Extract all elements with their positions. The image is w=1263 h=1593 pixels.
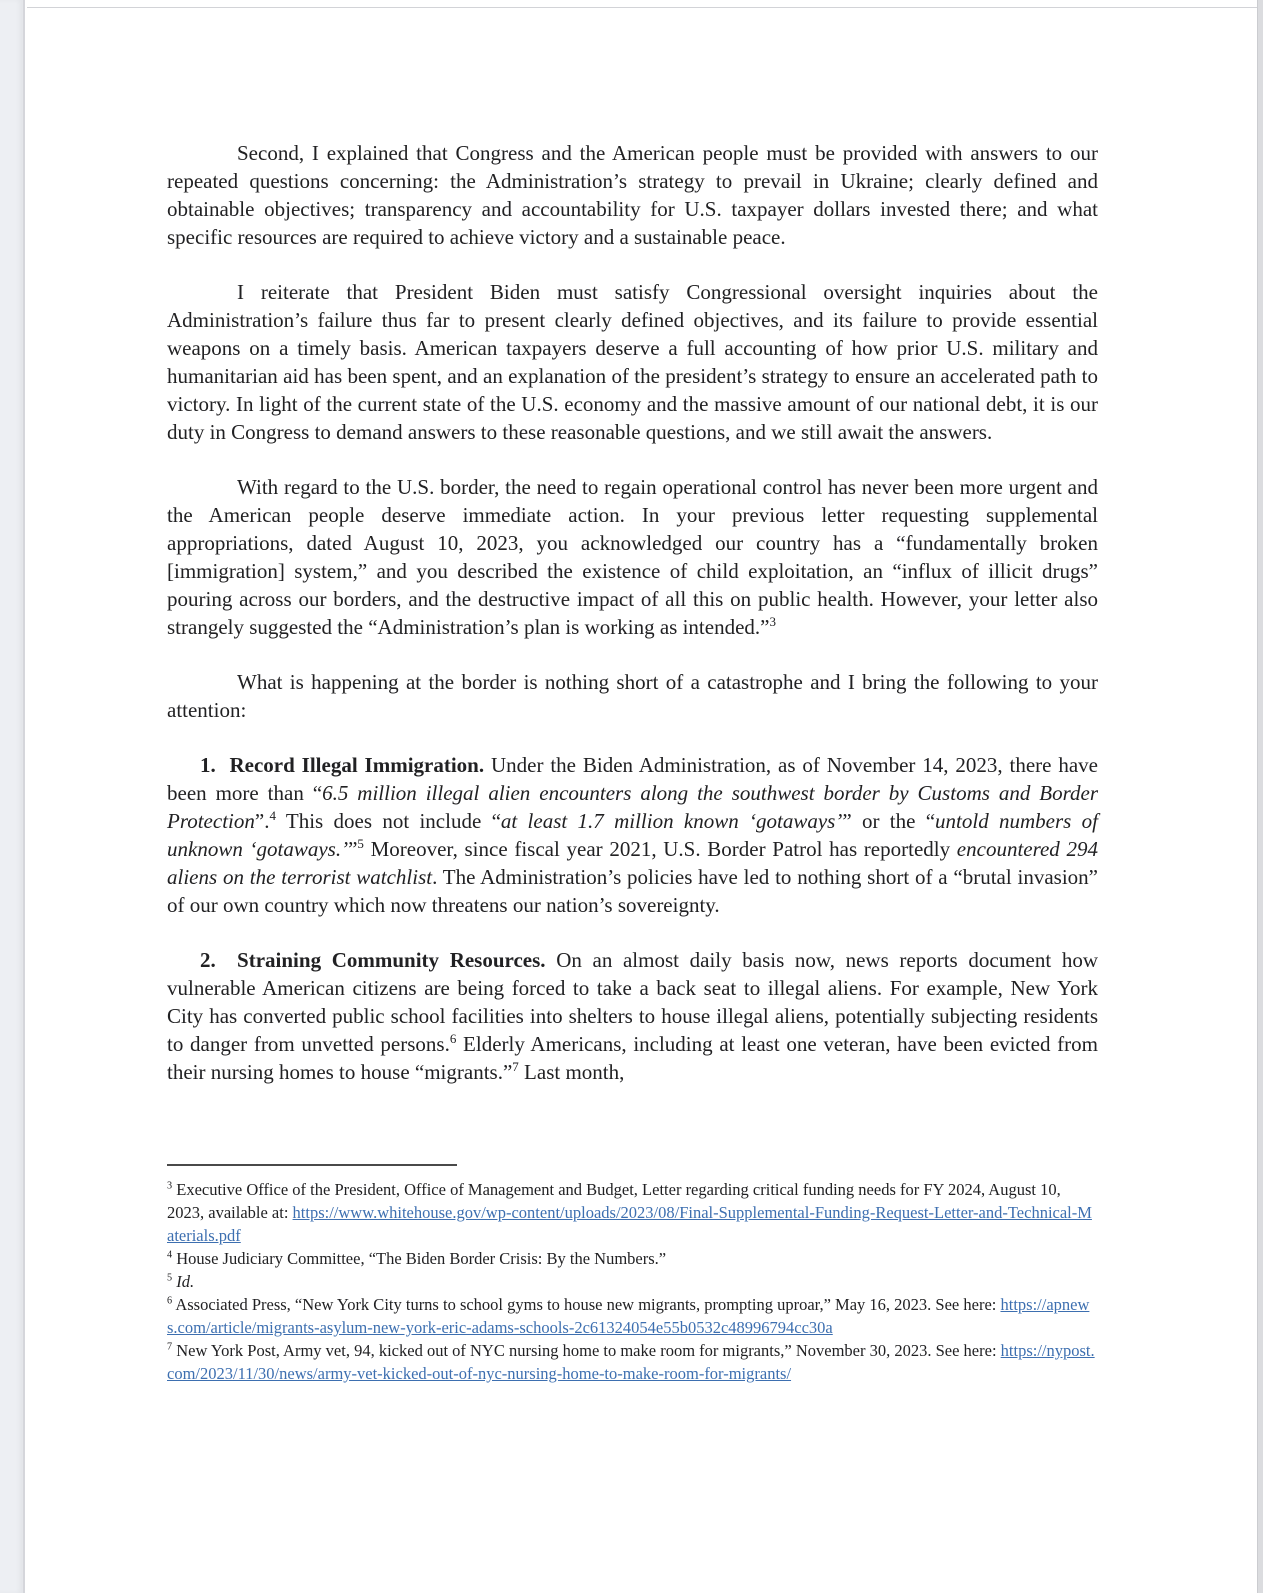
- text-run: This does not include “: [275, 809, 501, 833]
- footnote-reference: 6: [167, 1295, 173, 1307]
- paragraph: [167, 278, 1098, 446]
- text-run: House Judiciary Committee, “The Biden Border Crisis: By the Numbers.”: [172, 1249, 667, 1268]
- text-run: at least 1.7 million known ‘gotaways’: [500, 809, 843, 833]
- footnote-reference: 3: [167, 1180, 173, 1192]
- letter-page: [167, 139, 1098, 1385]
- text-run: Executive Office of the President, Office of Management and Budget, Letter regarding critical funding needs for FY 2024, August 10, 2023, available at:: [167, 1180, 1061, 1222]
- text-run: Elderly Americans, including at least one veteran, have been evicted from their nursing homes to house “migrants.”: [167, 1032, 1098, 1084]
- text-run: . The Administration’s policies have led to nothing short of a “brutal invasion” of our own country which now threatens our nation’s sovereignty.: [167, 865, 1098, 917]
- footnote: [167, 1339, 1098, 1385]
- text-run: Under the Biden Administration, as of November 14, 2023, there have been more than “: [167, 753, 1099, 805]
- footnote-separator: [167, 1164, 457, 1166]
- paragraph: [167, 668, 1098, 724]
- footnotes-list: [167, 1178, 1098, 1385]
- footnote-reference: 3: [769, 614, 776, 629]
- footnote: [167, 1247, 1098, 1270]
- text-run: With regard to the U.S. border, the need to regain operational control has never been more urgent and the American people deserve immediate action. In your previous letter requesting supplemental appropriations, dated August 10, 2023, you acknowledged our country has a “fundamentally broken [immigration] system,” and you described the existence of child exploitation, an “influx of illicit drugs” pouring across our borders, and the destructive impact of all this on public health. However, your letter also strangely suggested the “Administration’s plan is working as intended.”: [167, 475, 1098, 639]
- paragraph: [167, 473, 1098, 641]
- text-run: Id.: [176, 1272, 195, 1291]
- text-run: 2. Straining Community Resources.: [200, 948, 546, 972]
- footnote-link[interactable]: https://apnews.com/article/migrants-asylum-new-york-eric-adams-schools-2c61324054e55b0532c48996794cc30a: [167, 1295, 1090, 1337]
- footnote: [167, 1270, 1098, 1293]
- text-run: On an almost daily basis now, news reports document how vulnerable American citizens are being forced to take a back seat to illegal aliens. For example, New York City has converted public school facilities into shelters to house illegal aliens, potentially subjecting residents to danger from unvetted persons.: [167, 948, 1098, 1056]
- footnote: [167, 1293, 1098, 1339]
- text-run: Last month,: [518, 1060, 625, 1084]
- text-run: untold numbers of unknown ‘gotaways.’: [167, 809, 1098, 861]
- scan-gutter-left: [0, 0, 25, 1593]
- page-top-edge: [27, 7, 1257, 8]
- footnote-link[interactable]: https://nypost.com/2023/11/30/news/army-vet-kicked-out-of-nyc-nursing-home-to-make-room-for-migrants/: [167, 1341, 1095, 1383]
- text-run: Moreover, since fiscal year 2021, U.S. Border Patrol has reportedly: [363, 837, 957, 861]
- letter-body: [167, 139, 1098, 1086]
- text-run: Second, I explained that Congress and the American people must be provided with answers to our repeated questions concerning: the Administration’s strategy to prevail in Ukraine; clearly defined and obtainable objectives; transparency and accountability for U.S. taxpayer dollars invested there; and what specific resources are required to achieve victory and a sustainable peace.: [167, 141, 1098, 249]
- footnote-link[interactable]: https://www.whitehouse.gov/wp-content/uploads/2023/08/Final-Supplemental-Funding-Request-Letter-and-Technical-Materials.pdf: [167, 1203, 1092, 1245]
- footnote-reference: 4: [269, 808, 276, 823]
- footnote-reference: 5: [167, 1272, 173, 1284]
- text-run: ” or the “: [842, 809, 936, 833]
- footnote-reference: 4: [167, 1249, 173, 1261]
- text-run: I reiterate that President Biden must satisfy Congressional oversight inquiries about the Administration’s failure thus far to present clearly defined objectives, and its failure to provide essential weapons on a timely basis. American taxpayers deserve a full accounting of how prior U.S. military and humanitarian aid has been spent, and an explanation of the president’s strategy to ensure an accelerated path to victory. In light of the current state of the U.S. economy and the massive amount of our national debt, it is our duty in Congress to demand answers to these reasonable questions, and we still await the answers.: [167, 280, 1098, 444]
- footnotes-section: [167, 1164, 1098, 1385]
- numbered-list-item: [167, 946, 1098, 1086]
- text-run: What is happening at the border is nothing short of a catastrophe and I bring the following to your attention:: [167, 670, 1098, 722]
- text-run: 6.5 million illegal alien encounters along the southwest border by Customs and Border Protection: [167, 781, 1098, 833]
- text-run: encountered 294 aliens on the terrorist watchlist: [167, 837, 1098, 889]
- footnote-reference: 7: [167, 1341, 173, 1353]
- text-run: ”.: [254, 809, 270, 833]
- numbered-list-item: [167, 751, 1098, 919]
- paragraph: [167, 139, 1098, 251]
- text-run: ”: [348, 837, 358, 861]
- footnote-reference: 7: [512, 1059, 519, 1074]
- text-run: 1. Record Illegal Immigration.: [200, 753, 485, 777]
- footnote-reference: 6: [449, 1031, 457, 1046]
- scan-gutter-right: [1257, 0, 1263, 1593]
- footnote-reference: 5: [357, 836, 364, 851]
- footnote: [167, 1178, 1098, 1247]
- text-run: Associated Press, “New York City turns to school gyms to house new migrants, prompting uproar,” May 16, 2023. See here:: [172, 1295, 1001, 1314]
- text-run: New York Post, Army vet, 94, kicked out of NYC nursing home to make room for migrants,” November 30, 2023. See here:: [172, 1341, 1001, 1360]
